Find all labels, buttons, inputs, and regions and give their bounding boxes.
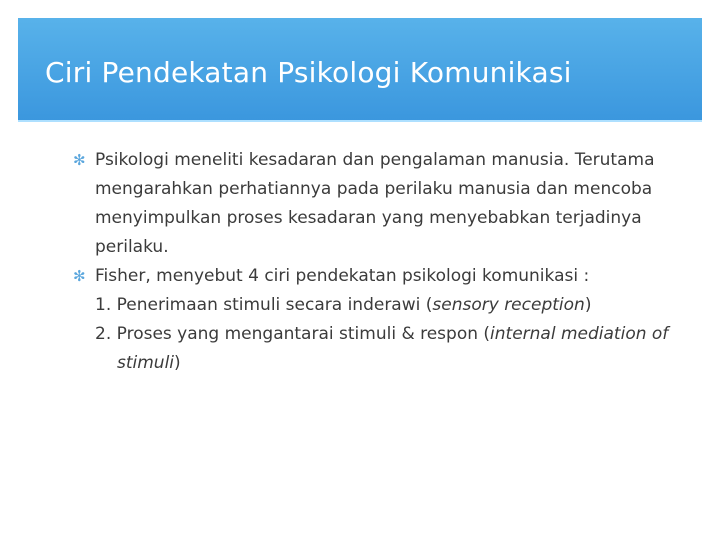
bullet-item-2 xyxy=(72,262,692,378)
bullet-item-1 xyxy=(72,146,692,262)
asterisk-icon: ✻ xyxy=(73,151,86,169)
sub-item xyxy=(95,320,692,378)
slide-content xyxy=(72,146,692,378)
bullet-text: Fisher, menyebut 4 ciri pendekatan psikologi komunikasi : xyxy=(95,266,590,286)
asterisk-icon: ✻ xyxy=(73,267,86,285)
sub-item-suffix: ) xyxy=(174,353,181,373)
slide-title: Ciri Pendekatan Psikologi Komunikasi xyxy=(45,56,572,89)
bullet-text: Psikologi meneliti kesadaran dan pengalaman manusia. Terutama mengarahkan perhatiannya pada perilaku manusia dan mencoba menyimpulkan proses kesadaran yang menyebabkan terjadinya perilaku. xyxy=(95,150,655,257)
sub-item xyxy=(95,291,692,320)
sub-item-prefix: 2. Proses yang mengantarai stimuli & respon ( xyxy=(95,324,491,344)
title-bar xyxy=(18,18,702,122)
sub-item-italic: internal mediation of stimuli xyxy=(117,324,669,373)
sub-item-suffix: ) xyxy=(584,295,592,315)
sub-item-italic: sensory reception xyxy=(432,295,585,315)
sub-item-prefix: 1. Penerimaan stimuli secara inderawi ( xyxy=(95,295,433,315)
